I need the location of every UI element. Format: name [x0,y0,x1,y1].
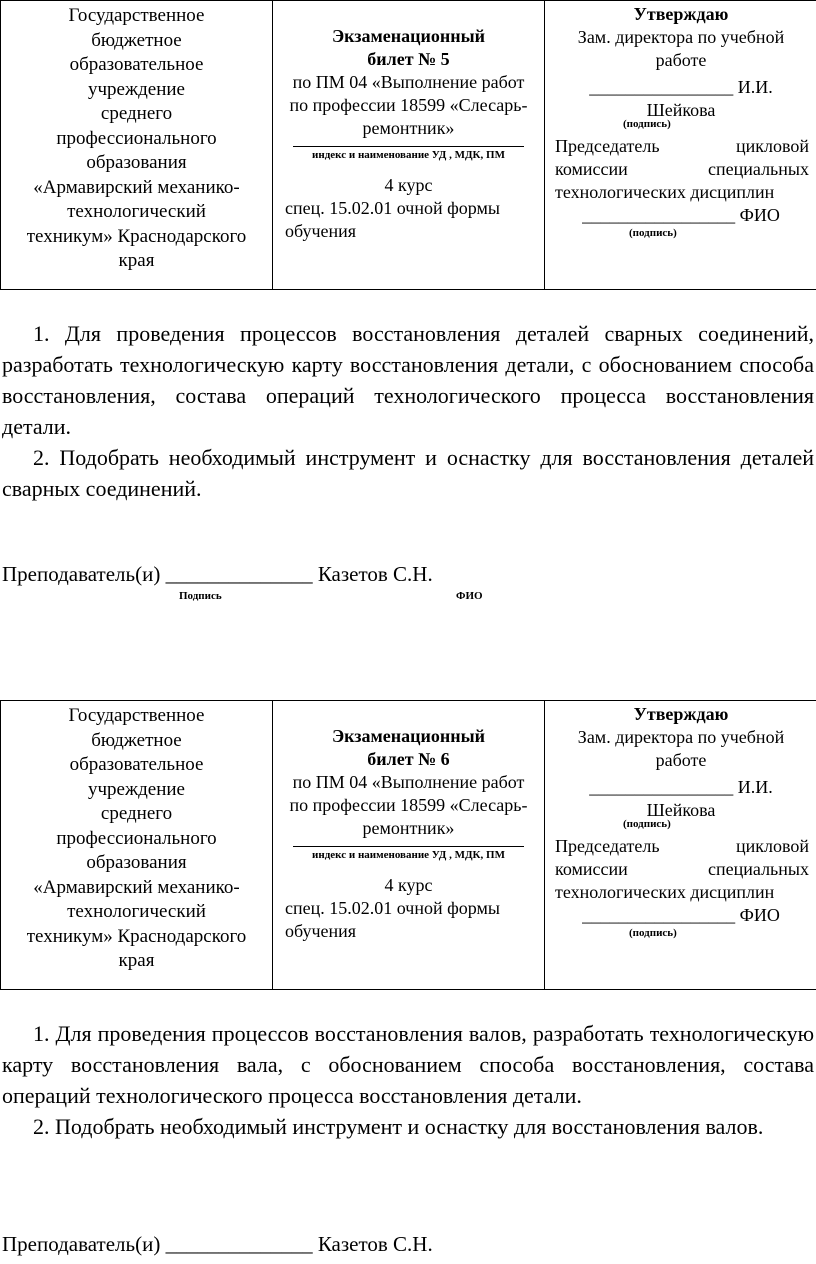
institution-line: техникум» Краснодарского [26,225,247,247]
institution-line: технологический [67,201,206,222]
teacher-signature: Преподаватель(и) ______________ Казетов С.Н. [2,1232,433,1256]
approve-heading: Утверждаю [633,4,729,24]
signature-caption: (подпись) [629,227,677,239]
tasks [2,318,814,504]
chair-word: цикловой [735,136,809,156]
ticket-header-table [0,700,816,990]
teacher-signature: Преподаватель(и) ______________ Казетов С.Н. [2,562,433,586]
deputy-name: Шейкова [646,100,716,120]
chair-line [545,158,816,181]
chair-line [545,835,816,858]
ticket-number: билет № 5 [367,49,450,69]
deputy-name: Шейкова [646,800,716,820]
index-underline [293,146,524,147]
chair-word: комиссии [555,859,628,879]
specialty-line: спец. 15.02.01 очной формы [285,198,500,218]
module-line: по профессии 18599 «Слесарь- [289,95,528,115]
ticket-number: билет № 6 [367,749,450,769]
institution-line: образования [86,852,187,873]
module-line: по ПМ 04 «Выполнение работ [292,72,525,92]
ticket-title: Экзаменационный [331,726,486,746]
institution-line: края [118,250,155,271]
chair-word: Председатель [555,836,660,856]
specialty-line: обучения [285,921,357,941]
chair-word: комиссии [555,159,628,179]
task-item: 1. Для проведения процессов восстановления деталей сварных соединений, разработать технологическую карту восстановления детали, с обоснованием способа восстановления, состава операций технологического процесса восстановления детали. [2,321,814,439]
tasks [2,1018,814,1142]
task-item: 1. Для проведения процессов восстановления валов, разработать технологическую карту восстановления вала, с обоснованием способа восстановления, состава операций технологического процесса восстановления детали. [2,1021,814,1108]
institution-line: среднего [100,103,173,124]
chair-line [545,135,816,158]
institution-line: «Армавирский механико- [33,176,240,198]
index-caption: индекс и наименование УД , МДК, ПМ [312,849,505,861]
approval-cell [545,701,816,990]
institution-line: профессионального [56,827,217,849]
signature-caption: (подпись) [623,818,671,830]
institution-line: учреждение [88,778,185,800]
ticket-header-table [0,0,816,290]
institution-line: техникум» Краснодарского [26,925,247,947]
specialty-line: спец. 15.02.01 очной формы [285,898,500,918]
institution-line: среднего [100,803,173,824]
institution-line: образования [86,152,187,173]
task-item: 2. Подобрать необходимый инструмент и оснастку для восстановления валов. [33,1114,764,1139]
deputy-line: Зам. директора по учебной [577,727,785,747]
fio-caption: ФИО [456,590,483,602]
institution-line: бюджетное [91,29,182,51]
institution-line: профессионального [56,127,217,149]
course: 4 курс [384,875,433,895]
signature-caption: Подпись [179,590,222,602]
specialty-line: обучения [285,221,357,241]
institution-cell [1,701,273,990]
index-underline [293,846,524,847]
module-line: по профессии 18599 «Слесарь- [289,795,528,815]
deputy-signature-line: ________________ И.И. [589,777,773,797]
deputy-signature-line: ________________ И.И. [589,77,773,97]
approve-heading: Утверждаю [633,704,729,724]
institution-cell [1,1,273,290]
deputy-line: Зам. директора по учебной [577,27,785,47]
signature-caption: (подпись) [623,118,671,130]
institution-line: «Армавирский механико- [33,876,240,898]
module-line: ремонтник» [362,818,455,838]
institution-line: Государственное [68,705,205,726]
index-caption: индекс и наименование УД , МДК, ПМ [312,149,505,161]
institution-line: учреждение [88,78,185,100]
module-line: по ПМ 04 «Выполнение работ [292,772,525,792]
institution-line: образовательное [69,754,204,775]
institution-line: Государственное [68,5,205,26]
ticket-title-cell [273,701,545,990]
institution-line: технологический [67,901,206,922]
institution-line: края [118,950,155,971]
approval-cell [545,1,816,290]
chair-line: технологических дисциплин [555,182,775,202]
chair-word: Председатель [555,136,660,156]
chair-line [545,858,816,881]
course: 4 курс [384,175,433,195]
institution-line: бюджетное [91,729,182,751]
deputy-line: работе [655,50,707,70]
institution-line: образовательное [69,54,204,75]
ticket-title: Экзаменационный [331,26,486,46]
chair-line: технологических дисциплин [555,882,775,902]
chair-signature-line: _________________ ФИО [582,205,780,225]
module-line: ремонтник» [362,118,455,138]
chair-word: специальных [708,159,809,179]
chair-signature-line: _________________ ФИО [582,905,780,925]
ticket-title-cell [273,1,545,290]
chair-word: специальных [708,859,809,879]
task-item: 2. Подобрать необходимый инструмент и оснастку для восстановления деталей сварных соединений. [2,445,814,501]
deputy-line: работе [655,750,707,770]
chair-word: цикловой [735,836,809,856]
signature-caption: (подпись) [629,927,677,939]
